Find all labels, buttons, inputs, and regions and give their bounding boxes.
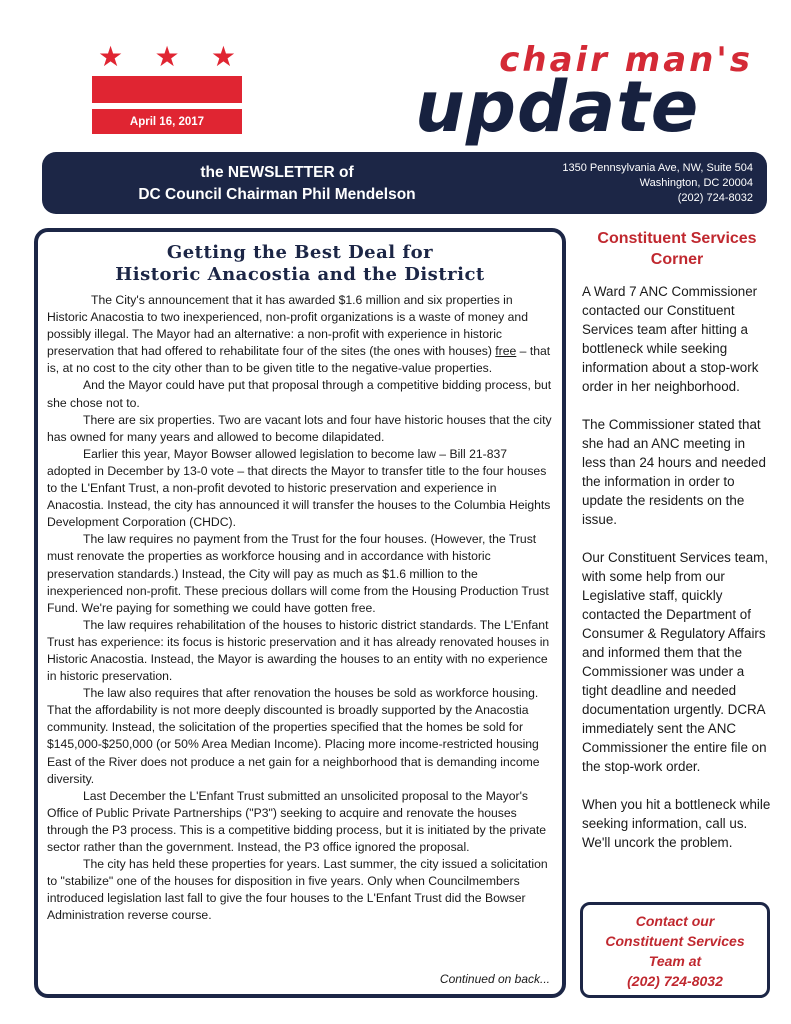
article-paragraph	[47, 292, 552, 377]
article-body	[38, 292, 562, 924]
article-paragraph: There are six properties. Two are vacant lots and four have historic houses that the city has owned for many years and allowed to become dilapidated.	[47, 412, 552, 444]
sidebar-paragraph: The Commissioner stated that she had an ANC meeting in less than 24 hours and needed the information in order to update the residents on the issue.	[582, 417, 766, 527]
newsletter-line-2: DC Council Chairman Phil Mendelson	[138, 186, 416, 203]
office-address	[562, 161, 753, 206]
newsletter-line-1: the NEWSLETTER of	[200, 164, 354, 181]
article-paragraph: Earlier this year, Mayor Bowser allowed legislation to become law – Bill 21-837 adopted in December by 13-0 vote – that directs the Mayor to transfer title to the four houses to the L'Enfant Trust, a non-profit devoted to historic preservation and experience in Anacostia. Instead, the city has announced it will transfer the houses to the Columbia Heights Development Corporation (CHDC).	[47, 446, 551, 530]
contact-line-3: Team at	[648, 953, 702, 969]
masthead-title-main: update	[415, 66, 700, 148]
star-icon: ★	[210, 41, 236, 72]
sidebar-heading	[582, 228, 772, 270]
dc-flag-logo	[92, 41, 242, 136]
contact-line-1: Contact our	[635, 913, 715, 929]
contact-phone: (202) 724-8032	[627, 973, 723, 989]
article-text: The City's announcement that it has awarded $1.6 million and six properties in Historic Anacostia to two inexperienced, non-profit organizations is a waste of money and possibly illegal. The Mayor had an alternative: a non-profit with experience in historic preservation that had offered to rehabilitate four of the sites (the ones with houses)	[47, 293, 528, 359]
article-paragraph: The law also requires that after renovation the houses be sold as workforce housing. That the affordability is not more deeply discounted is broadly supported by the Anacostia community. Instead, the solicitation of the properties specified that the homes be sold for $145,000-$250,000 (or 50% Area Median Income). Placing more income-restricted housing East of the River does not produce a net gain for a neighborhood that is demanding income diversity.	[47, 686, 540, 786]
sidebar-heading-line-1: Constituent Services	[597, 230, 757, 247]
article-title	[38, 242, 562, 286]
continued-note: Continued on back...	[439, 972, 550, 986]
article-paragraph: Last December the L'Enfant Trust submitted an unsolicited proposal to the Mayor's Office of Public Private Partnerships ("P3") seeking to acquire and renovate the houses through the P3 process. This is a competitive bidding process, but it is initiated by the private sector rather than the government. Instead, the P3 office ignored the proposal.	[47, 788, 547, 854]
article-text: – that is, at no cost to the city other than to be given title to the negative-value properties.	[47, 344, 551, 376]
article-paragraph: The law requires no payment from the Trust for the four houses. (However, the Trust must renovate the properties as workforce housing and in accordance with historic preservation standards.) Instead, the City will pay as much as $1.6 million to the inexperienced non-profit. These precious dollars will come from the Housing Production Trust Fund. We're paying for something we could have gotten free.	[47, 532, 549, 615]
article-paragraph: The city has held these properties for years. Last summer, the city issued a solicitation to "stabilize" one of the houses for disposition in five years. Only when Councilmembers introduced legislation last fall to give the four houses to the L'Enfant Trust did the Bowser Administration reverse course.	[47, 857, 548, 923]
sidebar-paragraph: Our Constituent Services team, with some help from our Legislative staff, quickly contacted the Department of Consumer & Regulatory Affairs and informed them that the Commissioner was under a tight deadline and needed documentation urgently. DCRA immediately sent the ANC Commissioner the entire file on the stop-work order.	[582, 550, 769, 774]
star-icon: ★	[154, 41, 180, 72]
newsletter-name	[42, 162, 512, 206]
main-article	[34, 228, 566, 998]
flag-stars	[92, 41, 242, 72]
masthead	[405, 40, 765, 150]
contact-box	[580, 902, 770, 998]
sidebar-heading-line-2: Corner	[650, 251, 704, 268]
constituent-services-corner	[582, 228, 772, 871]
issue-date: April 16, 2017	[92, 109, 242, 134]
flag-bar	[92, 76, 242, 103]
masthead-title-top: chair man's	[499, 40, 753, 80]
article-title-line-1: Getting the Best Deal for	[166, 242, 434, 263]
newsletter-banner	[42, 152, 767, 214]
article-paragraph: And the Mayor could have put that proposal through a competitive bidding process, but she chose not to.	[47, 378, 552, 410]
star-icon: ★	[98, 41, 124, 72]
address-line-2: Washington, DC 20004	[639, 177, 753, 189]
address-line-1: 1350 Pennsylvania Ave, NW, Suite 504	[562, 162, 753, 174]
sidebar-paragraph: A Ward 7 ANC Commissioner contacted our Constituent Services team after hitting a bottleneck while seeking information about a stop-work order in her neighborhood.	[582, 284, 759, 394]
article-paragraph: The law requires rehabilitation of the houses to historic district standards. The L'Enfant Trust has experience: its focus is historic preservation and it has already renovated houses in Historic Anacostia. Instead, the Mayor is awarding the houses to an entity with no experience in historic preservation.	[47, 617, 550, 684]
article-title-line-2: Historic Anacostia and the District	[115, 264, 485, 285]
contact-line-2: Constituent Services	[605, 933, 745, 949]
office-phone: (202) 724-8032	[677, 192, 753, 204]
sidebar-paragraph: When you hit a bottleneck while seeking information, call us. We'll uncork the problem.	[582, 797, 771, 850]
article-emphasis: free	[495, 344, 517, 359]
